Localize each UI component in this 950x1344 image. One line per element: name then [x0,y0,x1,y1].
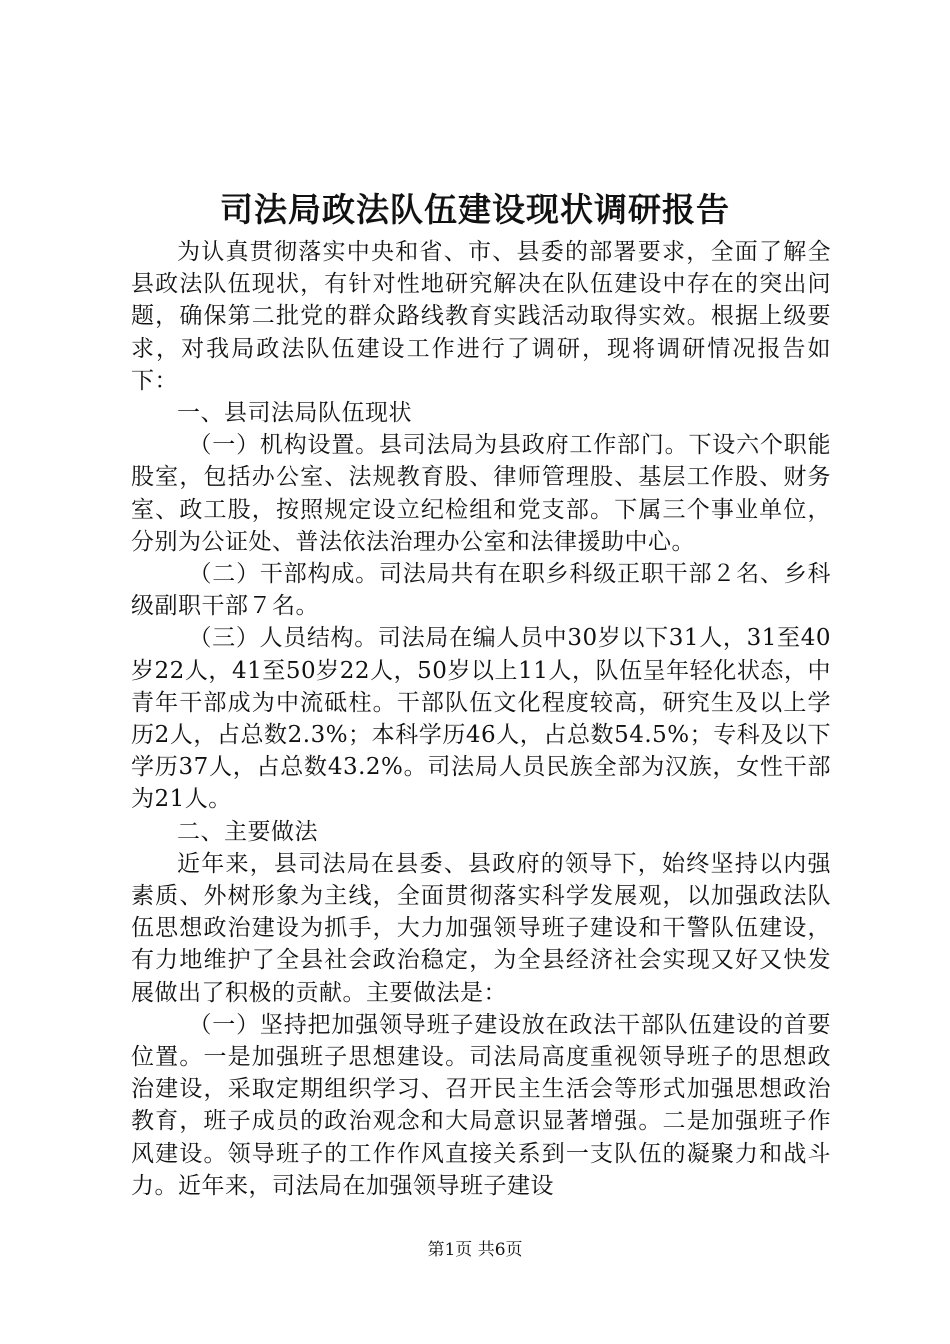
section-heading-2: 二、主要做法 [177,818,318,845]
page-number: 第1页 共6页 [427,1240,523,1260]
document-body [131,236,831,1202]
paragraph-cadre-composition: （二）干部构成。司法局共有在职乡科级正职干部２名、乡科级副职干部７名。 [131,561,831,620]
document-title: 司法局政法队伍建设现状调研报告 [220,190,730,229]
page-footer [0,1238,950,1262]
paragraph-personnel-structure: （三）人员结构。司法局在编人员中30岁以下31人，31至40岁22人，41至50岁22人，50岁以上11人，队伍呈年轻化状态，中青年干部成为中流砥柱。干部队伍文化程度较高，研究生及以上学历2人，占总数2.3%；本科学历46人，占总数54.5%；专科及以下学历37人，占总数43.2%。司法局人员民族全部为汉族，女性干部为21人。 [131,625,831,813]
paragraph-intro: 为认真贯彻落实中央和省、市、县委的部署要求，全面了解全县政法队伍现状，有针对性地研究解决在队伍建设中存在的突出问题，确保第二批党的群众路线教育实践活动取得实效。根据上级要求，对我局政法队伍建设工作进行了调研，现将调研情况报告如下： [131,239,831,394]
paragraph-org-structure: （一）机构设置。县司法局为县政府工作部门。下设六个职能股室，包括办公室、法规教育股、律师管理股、基层工作股、财务室、政工股，按照规定设立纪检组和党支部。下属三个事业单位，分别为公证处、普法依法治理办公室和法律援助中心。 [131,432,831,555]
paragraph-leadership-building: （一）坚持把加强领导班子建设放在政法干部队伍建设的首要位置。一是加强班子思想建设。司法局高度重视领导班子的思想政治建设，采取定期组织学习、召开民主生活会等形式加强思想政治教育，班子成员的政治观念和大局意识显著增强。二是加强班子作风建设。领导班子的工作作风直接关系到一支队伍的凝聚力和战斗力。近年来，司法局在加强领导班子建设 [131,1011,831,1199]
section-heading-1: 一、县司法局队伍现状 [177,400,412,427]
paragraph-main-practices: 近年来，县司法局在县委、县政府的领导下，始终坚持以内强素质、外树形象为主线，全面贯彻落实科学发展观，以加强政法队伍思想政治建设为抓手，大力加强领导班子建设和干警队伍建设，有力地维护了全县社会政治稳定，为全县经济社会实现又好又快发展做出了积极的贡献。主要做法是： [131,850,831,1006]
